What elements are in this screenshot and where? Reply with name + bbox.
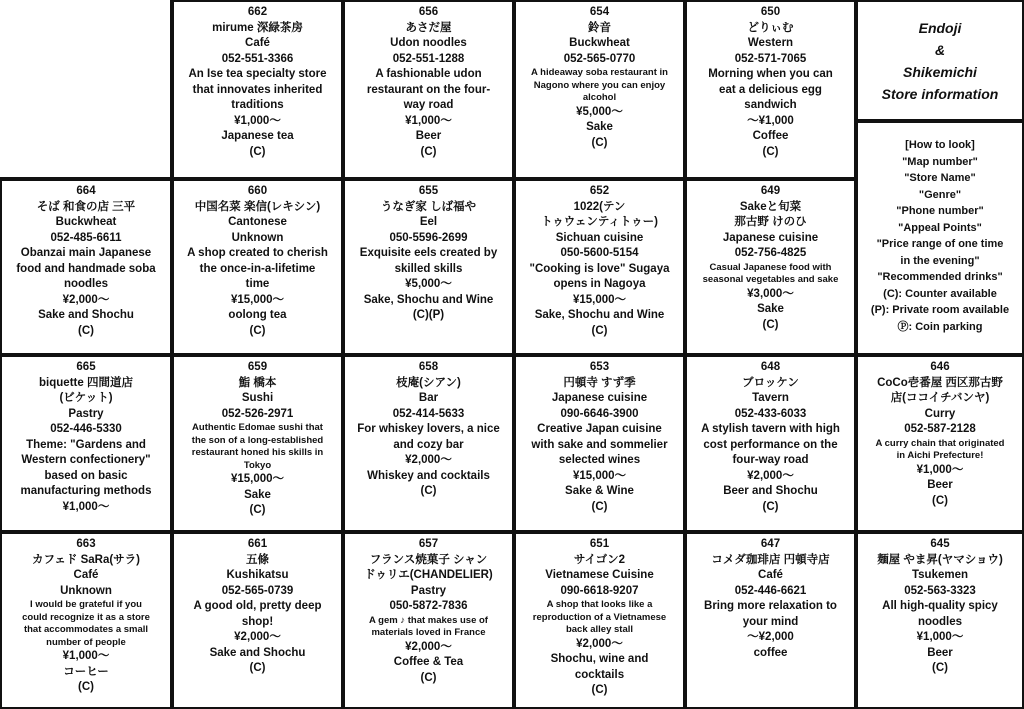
store-info-line: ¥2,000～ — [576, 637, 623, 650]
store-info-line: Tavern — [752, 392, 789, 404]
map-number: 647 — [760, 538, 781, 550]
store-info-line: Café — [73, 569, 99, 581]
store-info-line: (C) — [762, 145, 779, 158]
legend-line: (P): Private room available — [870, 304, 1010, 316]
store-info-line: Japanese cuisine — [551, 392, 648, 404]
store-info-line: ¥2,000～ — [405, 640, 452, 653]
legend-line: "Map number" — [902, 155, 978, 168]
store-info-line: (C) — [78, 324, 94, 337]
title-line: Endoji — [918, 19, 962, 36]
store-info-line: ¥5,000～ — [576, 105, 623, 118]
store-info-line: A good old, pretty deep — [193, 600, 322, 612]
store-info-line: 那古野 けのひ — [734, 216, 807, 228]
store-info-line: and cozy bar — [393, 438, 464, 451]
store-info-line: Beer and Shochu — [723, 485, 818, 497]
store-info-line: (C) — [249, 324, 266, 337]
store-info-line: ～¥2,000 — [747, 631, 794, 643]
store-info-line: 鈴音 — [588, 21, 611, 34]
store-info-line: 050-5600-5154 — [560, 247, 639, 259]
store-info-line: ブロッケン — [742, 376, 799, 389]
store-info-line: (C) — [78, 681, 94, 693]
store-info-line: CoCo壱番屋 西区那古野 — [877, 376, 1003, 389]
store-info-line: フランス焼菓子 シャン — [369, 553, 488, 566]
store-info-line: Whiskey and cocktails — [367, 469, 490, 482]
store-info-line: Morning when you can — [708, 68, 833, 80]
store-info-line: Tsukemen — [911, 569, 969, 581]
store-info-line: Coffee — [752, 130, 789, 142]
store-info-line: 円頓寺 すず季 — [563, 376, 636, 389]
store-info-line: ～¥1,000 — [747, 114, 794, 127]
store-info-line: For whiskey lovers, a nice — [357, 423, 500, 435]
title-line: Shikemichi — [903, 63, 977, 80]
store-info-line: Tokyo — [243, 459, 272, 471]
store-info-line: (C) — [762, 500, 779, 513]
map-number: 650 — [760, 6, 781, 18]
store-info-line: 052-526-2971 — [221, 407, 294, 420]
empty-cell — [0, 0, 172, 179]
store-info-line: time — [245, 278, 270, 290]
store-info-line: could recognize it as a store — [22, 611, 150, 623]
map-number: 645 — [930, 538, 950, 550]
store-info-line: Eel — [419, 216, 438, 228]
store-info-line: ¥1,000～ — [916, 631, 964, 643]
store-info-line: selected wines — [558, 454, 641, 466]
store-info-line: (C) — [591, 136, 608, 149]
store-info-line: that innovates inherited — [192, 83, 323, 96]
store-info-line: Curry — [924, 407, 956, 420]
store-info-line: Bring more relaxation to — [704, 600, 837, 612]
store-info-line: (C) — [591, 500, 608, 513]
store-info-line: そば 和食の店 三平 — [36, 200, 136, 213]
store-cell — [685, 0, 856, 179]
store-info-line: Beer — [927, 646, 953, 659]
store-info-line: Sake — [586, 121, 613, 133]
map-number: 664 — [76, 185, 96, 197]
store-info-line: 枝庵(シアン) — [396, 376, 461, 389]
store-info-line: Japanese tea — [221, 130, 294, 142]
map-number: 646 — [930, 361, 950, 373]
store-info-line: サイゴン2 — [573, 553, 626, 566]
store-info-line: ¥1,000～ — [62, 500, 110, 513]
map-number: 657 — [418, 538, 439, 550]
store-info-line: A fashionable udon — [375, 68, 482, 80]
map-number: 663 — [76, 538, 96, 550]
legend-cell — [856, 121, 1024, 355]
store-info-line: ¥1,000～ — [405, 114, 452, 127]
store-info-line: 052-551-3366 — [221, 52, 294, 65]
store-info-line: restaurant on the four- — [366, 83, 491, 96]
store-info-line: Sake — [244, 488, 271, 501]
map-number: 652 — [589, 185, 610, 197]
store-info-line: Obanzai main Japanese — [20, 247, 152, 259]
store-info-line: うなぎ家 しば福や — [380, 200, 477, 213]
store-info-line: Sake — [757, 303, 784, 315]
store-info-line: Sichuan cuisine — [555, 231, 644, 244]
store-info-line: 090-6618-9207 — [560, 584, 639, 597]
store-info-line: (ビケット) — [59, 392, 113, 404]
store-info-line: the son of a long-established — [191, 434, 324, 446]
store-info-line: (C) — [249, 145, 266, 158]
legend-line: "Recommended drinks" — [877, 271, 1003, 283]
store-info-line: ¥15,000～ — [572, 469, 627, 482]
store-info-line: Theme: "Gardens and — [26, 438, 146, 451]
store-info-line: number of people — [46, 636, 126, 648]
store-info-line: A hideaway soba restaurant in — [531, 67, 668, 78]
store-info-line: noodles — [63, 278, 109, 290]
store-info-line: eat a delicious egg — [719, 83, 822, 96]
store-info-line: Sakeと旬菜 — [739, 200, 802, 213]
store-info-line: コーヒー — [63, 665, 109, 678]
store-info-line: sandwich — [744, 99, 797, 111]
store-info-line: I would be grateful if you — [30, 599, 142, 610]
store-info-line: mirume 深緑茶房 — [212, 21, 303, 34]
store-info-line: A curry chain that originated — [875, 437, 1005, 449]
store-info-line: Café — [758, 569, 783, 581]
store-info-line: reproduction of a Vietnamese — [532, 611, 667, 623]
store-info-line: Coffee & Tea — [393, 656, 464, 668]
store-info-line: Casual Japanese food with — [709, 261, 832, 273]
store-info-line: your mind — [742, 615, 799, 628]
store-cell — [0, 532, 172, 709]
store-info-line: カフェド SaRa(サラ) — [31, 553, 141, 566]
store-cell — [172, 355, 343, 532]
legend-line: [How to look] — [905, 139, 975, 151]
store-info-line: four-way road — [732, 454, 809, 466]
store-info-line: ¥5,000～ — [405, 278, 452, 290]
store-cell — [343, 0, 514, 179]
store-info-line: (C)(P) — [412, 309, 445, 321]
store-info-line: Bar — [418, 392, 439, 404]
store-info-line: Pastry — [410, 584, 447, 597]
store-info-line: alcohol — [582, 92, 617, 103]
store-info-line: トゥウェンティトゥー) — [541, 216, 658, 228]
store-info-line: Café — [245, 37, 270, 49]
store-info-line: (C) — [420, 485, 437, 497]
store-info-line: (C) — [249, 504, 266, 516]
store-info-line: (C) — [932, 494, 948, 507]
store-info-line: Shochu, wine and — [550, 653, 649, 665]
map-number: 661 — [247, 538, 268, 550]
store-cell — [856, 355, 1024, 532]
map-number: 648 — [760, 361, 781, 373]
store-info-line: food and handmade soba — [16, 262, 156, 275]
store-info-line: ¥3,000～ — [747, 287, 794, 300]
store-info-line: 050-5872-7836 — [389, 600, 468, 612]
title-line: Store information — [881, 85, 999, 102]
store-cell — [685, 179, 856, 355]
store-info-line: 店(ココイチバンヤ) — [890, 392, 990, 404]
store-info-line: Udon noodles — [390, 37, 467, 49]
store-info-line: Nagono where you can enjoy — [533, 79, 666, 91]
store-info-line: Beer — [415, 130, 442, 142]
store-cell — [685, 532, 856, 709]
store-info-line: 052-551-1288 — [392, 52, 465, 65]
store-info-line: (C) — [420, 671, 437, 684]
store-info-line: All high-quality spicy — [882, 600, 998, 612]
store-info-line: A shop that looks like a — [546, 599, 653, 610]
store-cell — [343, 179, 514, 355]
store-info-line: Unknown — [231, 231, 284, 244]
store-info-line: Unknown — [60, 584, 112, 597]
store-info-line: shop! — [241, 615, 274, 628]
store-info-line: Creative Japan cuisine — [537, 423, 662, 435]
store-info-line: Sake and Shochu — [38, 309, 134, 321]
store-info-line: ¥2,000～ — [62, 293, 110, 306]
store-cell — [172, 0, 343, 179]
map-number: 653 — [589, 361, 610, 373]
store-info-line: 052-565-0739 — [221, 584, 294, 597]
store-info-line: 052-485-6611 — [50, 231, 122, 244]
store-cell — [514, 179, 685, 355]
store-info-line: ¥2,000～ — [405, 454, 452, 466]
store-cell — [514, 532, 685, 709]
store-info-line: opens in Nagoya — [553, 278, 646, 290]
store-info-line: どりぃむ — [747, 21, 794, 34]
store-info-line: 1022(テン — [573, 200, 626, 213]
store-cell — [0, 179, 172, 355]
store-info-line: Kushikatsu — [226, 569, 289, 581]
map-number: 660 — [247, 185, 268, 197]
map-number: 662 — [247, 6, 268, 18]
store-info-line: way road — [403, 99, 454, 111]
store-info-line: Beer — [927, 479, 953, 491]
store-info-line: 052-756-4825 — [734, 247, 807, 259]
store-info-line: Sushi — [241, 392, 274, 404]
store-info-line: coffee — [753, 646, 788, 659]
store-info-line: 050-5596-2699 — [389, 231, 468, 244]
store-info-line: A shop created to cherish — [187, 247, 328, 259]
legend-line: "Appeal Points" — [898, 221, 982, 234]
store-info-line: Pastry — [68, 407, 104, 420]
map-number: 656 — [418, 6, 439, 18]
store-info-line: materials loved in France — [371, 627, 486, 638]
store-info-line: (C) — [932, 662, 948, 674]
store-info-line: ¥15,000～ — [230, 473, 285, 485]
store-info-line: (C) — [420, 145, 437, 158]
store-info-line: ¥15,000～ — [230, 293, 285, 306]
store-info-line: 052-446-5330 — [50, 423, 122, 435]
map-number: 651 — [589, 538, 610, 550]
store-info-line: 090-6646-3900 — [560, 407, 639, 420]
store-info-line: noodles — [917, 615, 963, 628]
legend-line: (C): Counter available — [883, 287, 997, 300]
store-info-line: oolong tea — [228, 309, 287, 321]
legend-line: "Genre" — [918, 188, 962, 201]
store-info-line: (C) — [591, 684, 608, 696]
store-info-line: back alley stall — [565, 624, 634, 635]
store-cell — [0, 355, 172, 532]
map-number: 649 — [760, 185, 781, 197]
map-number: 659 — [247, 361, 268, 373]
store-info-line: Western confectionery" — [21, 454, 151, 466]
store-info-line: ¥2,000～ — [747, 469, 794, 482]
store-info-line: 麺屋 やま昇(ヤマショウ) — [877, 553, 1003, 566]
store-info-line: 052-571-7065 — [734, 52, 807, 65]
store-info-line: seasonal vegetables and sake — [702, 274, 839, 285]
store-info-line: ¥2,000～ — [234, 631, 281, 643]
store-info-line: 052-587-2128 — [904, 423, 976, 435]
map-number: 665 — [76, 361, 96, 373]
store-info-line: ¥15,000～ — [572, 293, 627, 306]
store-info-line: A stylish tavern with high — [701, 423, 840, 435]
store-info-line: with sake and sommelier — [531, 438, 668, 451]
store-info-line: Japanese cuisine — [722, 231, 819, 244]
store-info-line: (C) — [249, 662, 266, 674]
store-info-line: traditions — [231, 99, 284, 111]
legend-line: "Phone number" — [896, 205, 984, 217]
store-info-line: 052-414-5633 — [392, 407, 465, 420]
store-info-line: manufacturing methods — [20, 485, 152, 497]
store-cell — [172, 532, 343, 709]
store-info-line: Vietnamese Cuisine — [545, 569, 654, 581]
map-number: 658 — [418, 361, 439, 373]
store-info-line: 五條 — [246, 553, 269, 566]
store-info-line: あさだ屋 — [405, 21, 452, 34]
store-info-line: based on basic — [44, 469, 128, 482]
legend-line: Ⓟ: Coin parking — [897, 320, 983, 333]
store-info-line: ドゥリエ(CHANDELIER) — [364, 569, 493, 581]
store-info-line: 052-446-6621 — [734, 584, 807, 597]
map-number: 654 — [589, 6, 610, 18]
store-cell — [514, 0, 685, 179]
store-info-line: 052-433-6033 — [734, 407, 807, 420]
store-info-line: 052-563-3323 — [904, 584, 976, 597]
store-info-line: (C) — [762, 318, 779, 331]
store-info-line: Buckwheat — [569, 37, 630, 49]
store-cell — [514, 355, 685, 532]
store-info-line: biquette 四間道店 — [39, 376, 133, 389]
store-info-line: Sake, Shochu and Wine — [363, 293, 494, 306]
legend-line: "Store Name" — [904, 172, 976, 184]
legend-line: in the evening" — [900, 254, 980, 267]
store-info-line: ¥1,000～ — [62, 650, 110, 662]
title-cell — [856, 0, 1024, 121]
store-info-line: ¥1,000～ — [916, 463, 964, 476]
store-info-line: Buckwheat — [55, 216, 117, 228]
store-info-line: skilled skills — [394, 262, 463, 275]
store-info-line: (C) — [591, 324, 608, 337]
map-number: 655 — [418, 185, 439, 197]
store-info-line: Sake & Wine — [565, 485, 634, 497]
title-line: & — [934, 41, 946, 58]
store-cell — [856, 532, 1024, 709]
store-info-line: 鮨 橋本 — [238, 376, 277, 389]
store-info-line: cocktails — [574, 668, 625, 681]
store-info-line: 052-565-0770 — [563, 52, 636, 65]
store-cell — [685, 355, 856, 532]
store-info-line: コメダ珈琲店 円頓寺店 — [711, 553, 830, 566]
store-info-line: An Ise tea specialty store — [188, 68, 327, 80]
store-info-line: "Cooking is love" Sugaya — [529, 262, 670, 275]
store-info-line: Authentic Edomae sushi that — [192, 422, 323, 433]
store-info-line: A gem ♪ that makes use of — [369, 614, 488, 626]
store-info-line: Cantonese — [228, 216, 287, 228]
store-info-line: the once-in-a-lifetime — [199, 262, 316, 275]
store-info-line: in Aichi Prefecture! — [896, 450, 984, 461]
store-cell — [343, 355, 514, 532]
store-info-line: Sake, Shochu and Wine — [534, 309, 665, 321]
store-info-line: Sake and Shochu — [209, 646, 306, 659]
store-cell — [172, 179, 343, 355]
legend-line: "Price range of one time — [876, 238, 1004, 250]
store-info-line: cost performance on the — [703, 438, 838, 451]
store-info-line: Exquisite eels created by — [359, 247, 498, 259]
store-info-line: ¥1,000～ — [234, 114, 281, 127]
store-info-line: 中国名菜 楽信(レキシン) — [194, 200, 321, 213]
store-info-line: that accommodates a small — [23, 624, 149, 635]
store-cell — [343, 532, 514, 709]
store-info-line: Western — [747, 37, 794, 49]
store-info-line: restaurant honed his skills in — [191, 447, 324, 458]
